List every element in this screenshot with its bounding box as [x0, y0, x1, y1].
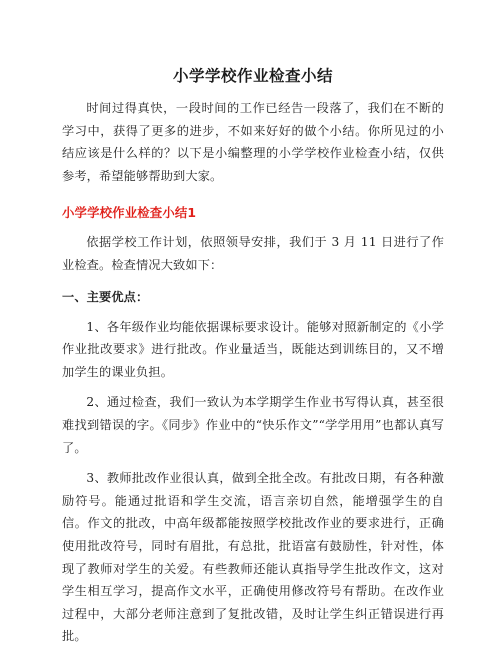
strengths-heading: 一、主要优点：: [62, 289, 149, 304]
list-item: 3、教师批改作业很认真，做到全批全改。有批改日期，有各种激励符号。能通过批语和学生交流，语言亲切自然，能增强学生的自信。作文的批改，中高年级都能按照学校批改作业的要求进行，正确使用批改符号，同时有眉批，有总批，批语富有鼓励性，针对性，体现了教师对学生的关爱。有些教师还能认真指导学生批改作文，这对学生相互学习，提高作文水平，正确使用修改符号有帮助。在改作业过程中，大部分老师注意到了复批改错，及时让学生纠正错误进行再批。: [62, 471, 444, 644]
intro-paragraph: 时间过得真快，一段时间的工作已经告一段落了，我们在不断的学习中，获得了更多的进步，不如来好好的做个小结。你所见过的小结应该是什么样的？以下是小编整理的小学学校作业检查小结，仅供参考，希望能够帮助到大家。: [62, 101, 444, 183]
document-title: 小学学校作业检查小结: [172, 67, 333, 85]
plan-paragraph: 依据学校工作计划，依照领导安排，我们于 3 月 11 日进行了作业检查。检查情况大致如下：: [62, 235, 444, 272]
list-item: 1、各年级作业均能依据课标要求设计。能够对照新制定的《小学作业批改要求》进行批改。作业量适当，既能达到训练目的，又不增加学生的课业负担。: [62, 319, 444, 379]
list-item: 2、通过检查，我们一致认为本学期学生作业书写得认真，甚至很难找到错误的字。《同步》作业中的“快乐作文”“学学用用”也都认真写了。: [62, 395, 444, 455]
document-page: [62, 0, 444, 648]
section-title: 小学学校作业检查小结1: [62, 205, 197, 221]
